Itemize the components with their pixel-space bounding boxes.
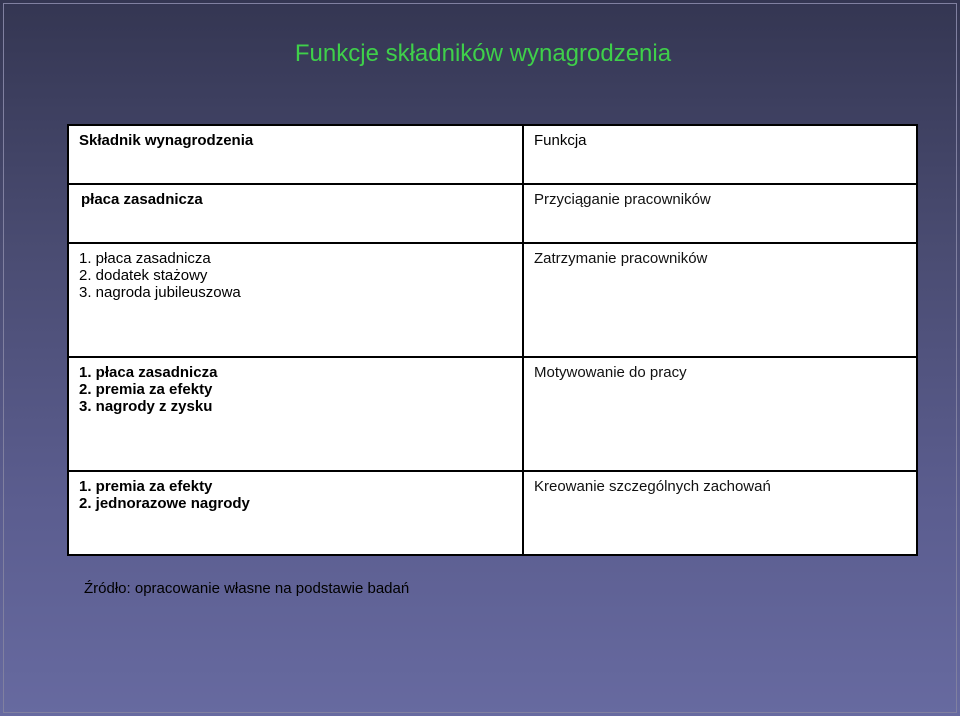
function-cell [523, 357, 917, 471]
components-table [67, 124, 918, 556]
component-list [79, 478, 512, 512]
list-item: 3. nagroda jubileuszowa [79, 284, 241, 301]
header-component-label: Składnik wynagrodzenia [79, 132, 254, 149]
function-text: Zatrzymanie pracowników [534, 250, 708, 267]
component-cell [68, 243, 523, 357]
function-text: Motywowanie do pracy [534, 364, 687, 381]
header-function-label: Funkcja [534, 132, 587, 149]
list-item: 2. premia za efekty [79, 381, 213, 398]
slide-title: Funkcje składników wynagrodzenia [294, 40, 672, 67]
list-item: 2. dodatek stażowy [79, 267, 208, 284]
header-cell-function [523, 125, 917, 184]
component-cell [68, 357, 523, 471]
list-item: 2. jednorazowe nagrody [79, 495, 250, 512]
function-cell [523, 184, 917, 243]
component-cell [68, 471, 523, 555]
component-cell [68, 184, 523, 243]
table-row [68, 243, 917, 357]
list-item: 3. nagrody z zysku [79, 398, 213, 415]
table-header-row [68, 125, 917, 184]
function-cell [523, 471, 917, 555]
source-note: Źródło: opracowanie własne na podstawie badań [84, 580, 410, 597]
function-text: Kreowanie szczególnych zachowań [534, 478, 771, 495]
function-text: Przyciąganie pracowników [534, 191, 711, 208]
component-item: płaca zasadnicza [81, 191, 203, 208]
component-list [79, 364, 512, 415]
list-item: 1. premia za efekty [79, 478, 213, 495]
table-row [68, 184, 917, 243]
component-list [79, 250, 512, 301]
table-row [68, 471, 917, 555]
list-item: 1. płaca zasadnicza [79, 364, 218, 381]
function-cell [523, 243, 917, 357]
header-cell-component [68, 125, 523, 184]
table-row [68, 357, 917, 471]
list-item: 1. płaca zasadnicza [79, 250, 211, 267]
